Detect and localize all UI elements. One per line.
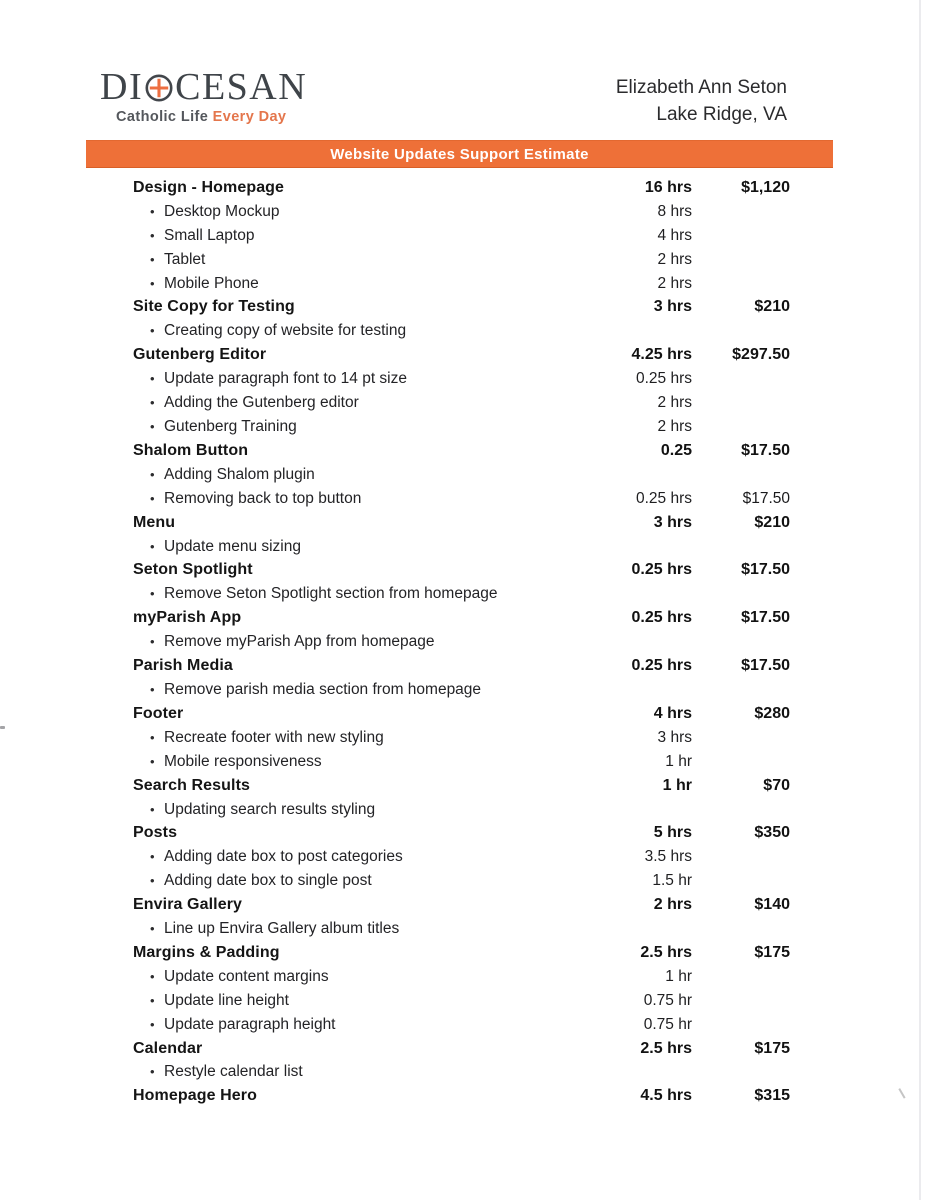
hours-value: 0.75 hr	[643, 1015, 692, 1033]
section-label: Homepage Hero	[133, 1087, 257, 1105]
estimate-sub-item-row	[133, 845, 790, 869]
hours-value: 1 hr	[665, 752, 692, 770]
estimate-sub-item-row	[133, 965, 790, 989]
estimate-section-row	[133, 511, 790, 535]
hours-value: 2 hrs	[657, 394, 692, 412]
bullet-icon: •	[150, 729, 155, 745]
section-label: Search Results	[133, 776, 251, 794]
section-label: Calendar	[133, 1039, 203, 1057]
estimate-section-row	[133, 1037, 790, 1061]
row-label-cell	[133, 370, 582, 388]
section-label: myParish App	[133, 609, 242, 627]
row-label-cell	[133, 203, 582, 221]
hours-value: 4 hrs	[657, 226, 692, 244]
row-label-cell	[133, 561, 582, 579]
estimate-sub-item-row	[133, 798, 790, 822]
scan-artifact-mark	[898, 1088, 905, 1098]
row-label-cell	[133, 753, 582, 771]
row-label-cell	[133, 466, 582, 484]
item-label: Update content margins	[164, 967, 329, 985]
estimate-sub-item-row	[133, 630, 790, 654]
section-label: Parish Media	[133, 657, 233, 675]
hours-value: 0.25 hrs	[631, 609, 692, 627]
estimate-section-row	[133, 774, 790, 798]
hours-value: 16 hrs	[644, 178, 692, 196]
row-label-cell	[133, 1087, 582, 1105]
hours-value: 3 hrs	[653, 298, 692, 316]
estimate-title: Website Updates Support Estimate	[330, 145, 589, 163]
price-value: $297.50	[732, 346, 790, 364]
tagline-accent: Every Day	[212, 109, 287, 125]
price-value: $175	[754, 943, 790, 961]
hours-value: 4 hrs	[653, 704, 692, 722]
bullet-icon: •	[150, 466, 155, 482]
price-value: $17.50	[741, 657, 790, 675]
section-label: Design - Homepage	[133, 178, 285, 196]
tagline-primary: Catholic Life	[116, 109, 209, 125]
row-label-cell	[133, 275, 582, 293]
estimate-sub-item-row	[133, 678, 790, 702]
row-label-cell	[133, 872, 582, 890]
estimate-section-row	[133, 176, 790, 200]
estimate-sub-item-row	[133, 415, 790, 439]
row-label-cell	[133, 322, 582, 340]
bullet-icon: •	[150, 490, 155, 506]
item-label: Small Laptop	[164, 226, 255, 244]
hours-value: 2 hrs	[653, 896, 692, 914]
estimate-sub-item-row	[133, 272, 790, 296]
row-label-cell	[133, 514, 582, 532]
price-value: $70	[763, 776, 790, 794]
recipient-location: Lake Ridge, VA	[656, 104, 787, 125]
row-label-cell	[133, 992, 582, 1010]
row-label-cell	[133, 848, 582, 866]
item-label: Update line height	[164, 991, 289, 1009]
estimate-sub-item-row	[133, 487, 790, 511]
item-label: Remove myParish App from homepage	[164, 633, 435, 651]
row-label-cell	[133, 1063, 582, 1081]
item-label: Tablet	[164, 250, 206, 268]
estimate-section-row	[133, 821, 790, 845]
bullet-icon: •	[150, 992, 155, 1008]
row-label-cell	[133, 896, 582, 914]
estimate-sub-item-row	[133, 1061, 790, 1085]
item-label: Creating copy of website for testing	[164, 322, 407, 340]
estimate-sub-item-row	[133, 869, 790, 893]
estimate-section-row	[133, 606, 790, 630]
estimate-sub-item-row	[133, 535, 790, 559]
bullet-icon: •	[150, 203, 155, 219]
item-label: Adding date box to single post	[164, 872, 372, 890]
estimate-sub-item-row	[133, 200, 790, 224]
estimate-section-row	[133, 343, 790, 367]
section-label: Menu	[133, 513, 176, 531]
bullet-icon: •	[150, 968, 155, 984]
row-label-cell	[133, 251, 582, 269]
item-label: Adding Shalom plugin	[164, 465, 315, 483]
item-label: Updating search results styling	[164, 800, 376, 818]
item-label: Update paragraph height	[164, 1015, 336, 1033]
hours-value: 4.25 hrs	[631, 346, 692, 364]
item-label: Adding the Gutenberg editor	[164, 394, 359, 412]
price-value: $210	[754, 298, 790, 316]
estimate-sub-item-row	[133, 1013, 790, 1037]
hours-value: 3 hrs	[657, 728, 692, 746]
section-label: Shalom Button	[133, 441, 249, 459]
item-label: Mobile responsiveness	[164, 752, 322, 770]
row-label-cell	[133, 705, 582, 723]
row-label-cell	[133, 729, 582, 747]
hours-value: 3 hrs	[653, 513, 692, 531]
hours-value: 0.75 hr	[643, 991, 692, 1009]
item-label: Remove parish media section from homepage	[164, 680, 482, 698]
bullet-icon: •	[150, 1016, 155, 1032]
item-label: Line up Envira Gallery album titles	[164, 920, 400, 938]
price-value: $175	[754, 1039, 790, 1057]
item-label: Update menu sizing	[164, 537, 301, 555]
hours-value: 8 hrs	[657, 202, 692, 220]
bullet-icon: •	[150, 681, 155, 697]
row-label-cell	[133, 681, 582, 699]
row-label-cell	[133, 179, 582, 197]
hours-value: 1 hr	[662, 776, 692, 794]
item-label: Recreate footer with new styling	[164, 728, 384, 746]
section-label: Margins & Padding	[133, 943, 280, 961]
price-value: $1,120	[741, 178, 790, 196]
price-value: $140	[754, 896, 790, 914]
price-value: $350	[754, 824, 790, 842]
estimate-section-row	[133, 654, 790, 678]
bullet-icon: •	[150, 849, 155, 865]
bullet-icon: •	[150, 1064, 155, 1080]
bullet-icon: •	[150, 586, 155, 602]
logo-text-suffix: CESAN	[175, 66, 308, 108]
row-label-cell	[133, 442, 582, 460]
row-label-cell	[133, 777, 582, 795]
logo-wordmark	[100, 68, 307, 106]
logo-text-prefix: DI	[100, 66, 144, 108]
estimate-sub-item-row	[133, 917, 790, 941]
price-value: $315	[754, 1087, 790, 1105]
bullet-icon: •	[150, 873, 155, 889]
row-label-cell	[133, 657, 582, 675]
row-label-cell	[133, 227, 582, 245]
bullet-icon: •	[150, 538, 155, 554]
bullet-icon: •	[150, 921, 155, 937]
row-label-cell	[133, 968, 582, 986]
item-label: Restyle calendar list	[164, 1063, 303, 1081]
section-label: Seton Spotlight	[133, 561, 253, 579]
section-label: Posts	[133, 824, 178, 842]
estimate-sub-item-row	[133, 224, 790, 248]
bullet-icon: •	[150, 251, 155, 267]
row-label-cell	[133, 633, 582, 651]
section-label: Footer	[133, 704, 184, 722]
hours-value: 0.25 hrs	[635, 489, 692, 507]
row-label-cell	[133, 538, 582, 556]
estimate-title-banner	[86, 140, 833, 168]
scan-artifact-speck	[0, 726, 5, 729]
estimate-sub-item-row	[133, 319, 790, 343]
hours-value: 4.5 hrs	[640, 1087, 692, 1105]
row-label-cell	[133, 1040, 582, 1058]
hours-value: 1 hr	[665, 967, 692, 985]
row-label-cell	[133, 944, 582, 962]
estimate-section-row	[133, 702, 790, 726]
price-value: $17.50	[741, 441, 790, 459]
estimate-section-row	[133, 559, 790, 583]
estimate-line-items	[133, 176, 790, 1108]
hours-value: 0.25	[660, 441, 692, 459]
hours-value: 2 hrs	[657, 274, 692, 292]
estimate-section-row	[133, 941, 790, 965]
bullet-icon: •	[150, 634, 155, 650]
price-value: $17.50	[741, 609, 790, 627]
row-label-cell	[133, 609, 582, 627]
row-label-cell	[133, 298, 582, 316]
hours-value: 0.25 hrs	[631, 657, 692, 675]
item-label: Gutenberg Training	[164, 418, 297, 436]
row-label-cell	[133, 1016, 582, 1034]
estimate-sub-item-row	[133, 391, 790, 415]
estimate-sub-item-row	[133, 463, 790, 487]
section-label: Site Copy for Testing	[133, 298, 295, 316]
hours-value: 0.25 hrs	[631, 561, 692, 579]
diocesan-logo	[100, 68, 307, 125]
recipient-block	[616, 74, 787, 128]
item-label: Update paragraph font to 14 pt size	[164, 370, 407, 388]
estimate-sub-item-row	[133, 989, 790, 1013]
hours-value: 2.5 hrs	[640, 943, 692, 961]
estimate-sub-item-row	[133, 750, 790, 774]
logo-tagline	[100, 109, 307, 125]
section-label: Envira Gallery	[133, 896, 243, 914]
item-label: Remove Seton Spotlight section from homepage	[164, 585, 498, 603]
bullet-icon: •	[150, 227, 155, 243]
hours-value: 2 hrs	[657, 250, 692, 268]
recipient-name: Elizabeth Ann Seton	[615, 77, 787, 98]
bullet-icon: •	[150, 395, 155, 411]
item-label: Mobile Phone	[164, 274, 259, 292]
item-label: Adding date box to post categories	[164, 848, 403, 866]
row-label-cell	[133, 394, 582, 412]
scan-artifact-right-edge	[919, 0, 921, 1200]
row-label-cell	[133, 490, 582, 508]
row-label-cell	[133, 585, 582, 603]
item-label: Desktop Mockup	[164, 202, 280, 220]
bullet-icon: •	[150, 801, 155, 817]
price-value: $17.50	[742, 489, 790, 507]
price-value: $210	[754, 513, 790, 531]
bullet-icon: •	[150, 371, 155, 387]
bullet-icon: •	[150, 275, 155, 291]
hours-value: 2 hrs	[657, 418, 692, 436]
estimate-section-row	[133, 296, 790, 320]
estimate-sub-item-row	[133, 582, 790, 606]
section-label: Gutenberg Editor	[133, 346, 267, 364]
circle-plus-icon	[144, 73, 174, 103]
bullet-icon: •	[150, 419, 155, 435]
row-label-cell	[133, 801, 582, 819]
bullet-icon: •	[150, 323, 155, 339]
row-label-cell	[133, 920, 582, 938]
price-value: $280	[754, 704, 790, 722]
estimate-section-row	[133, 1084, 790, 1108]
estimate-sub-item-row	[133, 726, 790, 750]
estimate-section-row	[133, 893, 790, 917]
hours-value: 3.5 hrs	[644, 848, 692, 866]
bullet-icon: •	[150, 753, 155, 769]
hours-value: 2.5 hrs	[640, 1039, 692, 1057]
row-label-cell	[133, 418, 582, 436]
price-value: $17.50	[741, 561, 790, 579]
estimate-sub-item-row	[133, 248, 790, 272]
hours-value: 0.25 hrs	[635, 370, 692, 388]
hours-value: 5 hrs	[653, 824, 692, 842]
estimate-sub-item-row	[133, 367, 790, 391]
row-label-cell	[133, 824, 582, 842]
item-label: Removing back to top button	[164, 489, 362, 507]
row-label-cell	[133, 346, 582, 364]
hours-value: 1.5 hr	[652, 872, 692, 890]
estimate-section-row	[133, 439, 790, 463]
